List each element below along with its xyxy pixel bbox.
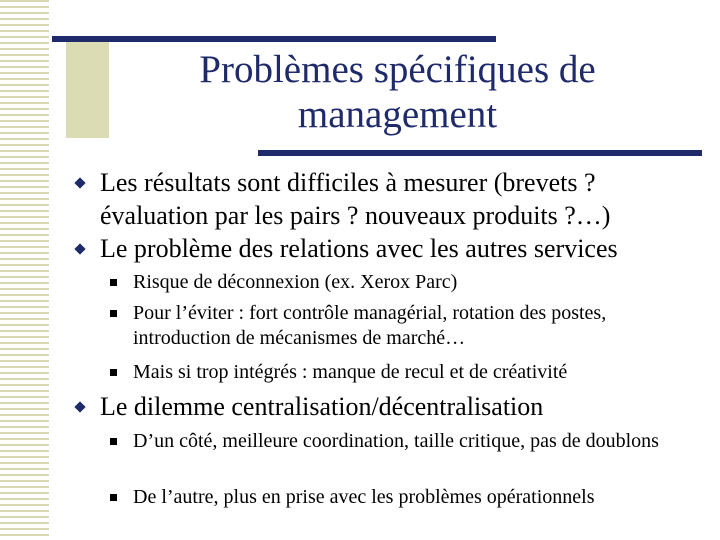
bullet-item [100,166,660,232]
sub-bullet-item [133,485,713,510]
title-rule-top [52,36,496,42]
sub-bullet-item [133,270,693,295]
square-bullet-icon [110,310,117,317]
square-bullet-icon [110,494,117,501]
square-bullet-icon [110,438,117,445]
diamond-bullet-icon [74,243,85,254]
sub-bullet-text: Mais si trop intégrés : manque de recul et de créativité [133,361,568,383]
diamond-bullet-icon [74,177,85,188]
title-line-1: Problèmes spécifiques de [199,48,596,91]
title-rule-bottom [258,150,702,156]
stripe-band [0,0,49,540]
slide-title [130,47,665,137]
diamond-bullet-icon [74,401,85,412]
sub-bullet-item [133,360,693,385]
sub-bullet-text: Risque de déconnexion (ex. Xerox Parc) [133,271,458,293]
square-bullet-icon [110,369,117,376]
bullet-text: Les résultats sont difficiles à mesurer (brevets ? évaluation par les pairs ? nouveaux produits ?…) [100,168,611,230]
bullet-item [100,232,700,265]
square-bullet-icon [110,279,117,286]
title-line-2: management [297,93,498,136]
title-accent-box [66,38,109,138]
bullet-text: Le dilemme centralisation/décentralisation [100,392,544,421]
bullet-text: Le problème des relations avec les autres services [100,234,618,263]
sub-bullet-item [133,301,658,351]
sub-bullet-text: De l’autre, plus en prise avec les problèmes opérationnels [133,486,595,508]
bullet-item [100,390,700,423]
sub-bullet-item [133,429,693,454]
sub-bullet-text: Pour l’éviter : fort contrôle managérial, rotation des postes, introduction de mécanismes de marché… [133,302,607,349]
sub-bullet-text: D’un côté, meilleure coordination, taille critique, pas de doublons [133,430,659,452]
